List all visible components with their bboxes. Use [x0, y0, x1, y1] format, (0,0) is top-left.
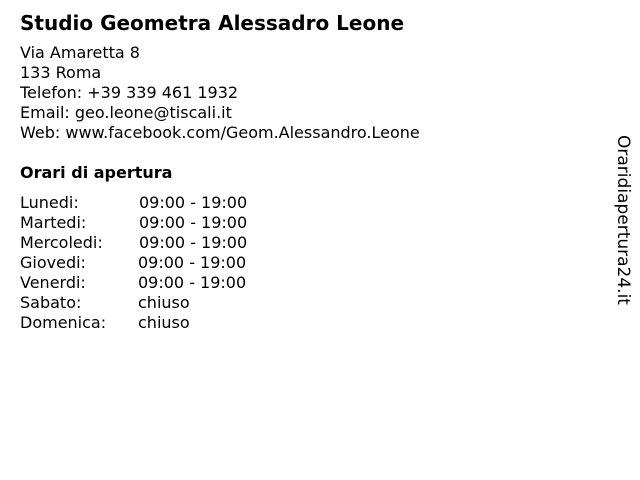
address-city: 133 Roma: [20, 63, 102, 82]
day-label: Giovedi:: [20, 253, 86, 272]
day-label: Lunedi:: [20, 193, 79, 212]
day-label: Mercoledi:: [20, 233, 103, 252]
time-value: 09:00 - 19:00: [139, 233, 248, 252]
contact-info: [20, 43, 420, 143]
site-brand-vertical: Oraridiapertura24.it: [613, 135, 633, 305]
time-value: 09:00 - 19:00: [139, 213, 248, 232]
time-value: 09:00 - 19:00: [139, 193, 248, 212]
time-value: 09:00 - 19:00: [138, 253, 247, 272]
address-street: Via Amaretta 8: [20, 43, 140, 62]
opening-hours-heading: Orari di apertura: [20, 163, 173, 182]
day-label: Domenica:: [20, 313, 107, 332]
time-value: 09:00 - 19:00: [138, 273, 247, 292]
day-label: Venerdi:: [20, 273, 86, 292]
web-line: Web: www.facebook.com/Geom.Alessandro.Leone: [20, 123, 420, 142]
time-value: chiuso: [138, 293, 190, 312]
email-line: Email: geo.leone@tiscali.it: [20, 103, 232, 122]
time-value: chiuso: [138, 313, 190, 332]
phone-line: Telefon: +39 339 461 1932: [20, 83, 239, 102]
day-label: Martedi:: [20, 213, 87, 232]
business-name: Studio Geometra Alessadro Leone: [20, 11, 405, 35]
day-label: Sabato:: [20, 293, 82, 312]
